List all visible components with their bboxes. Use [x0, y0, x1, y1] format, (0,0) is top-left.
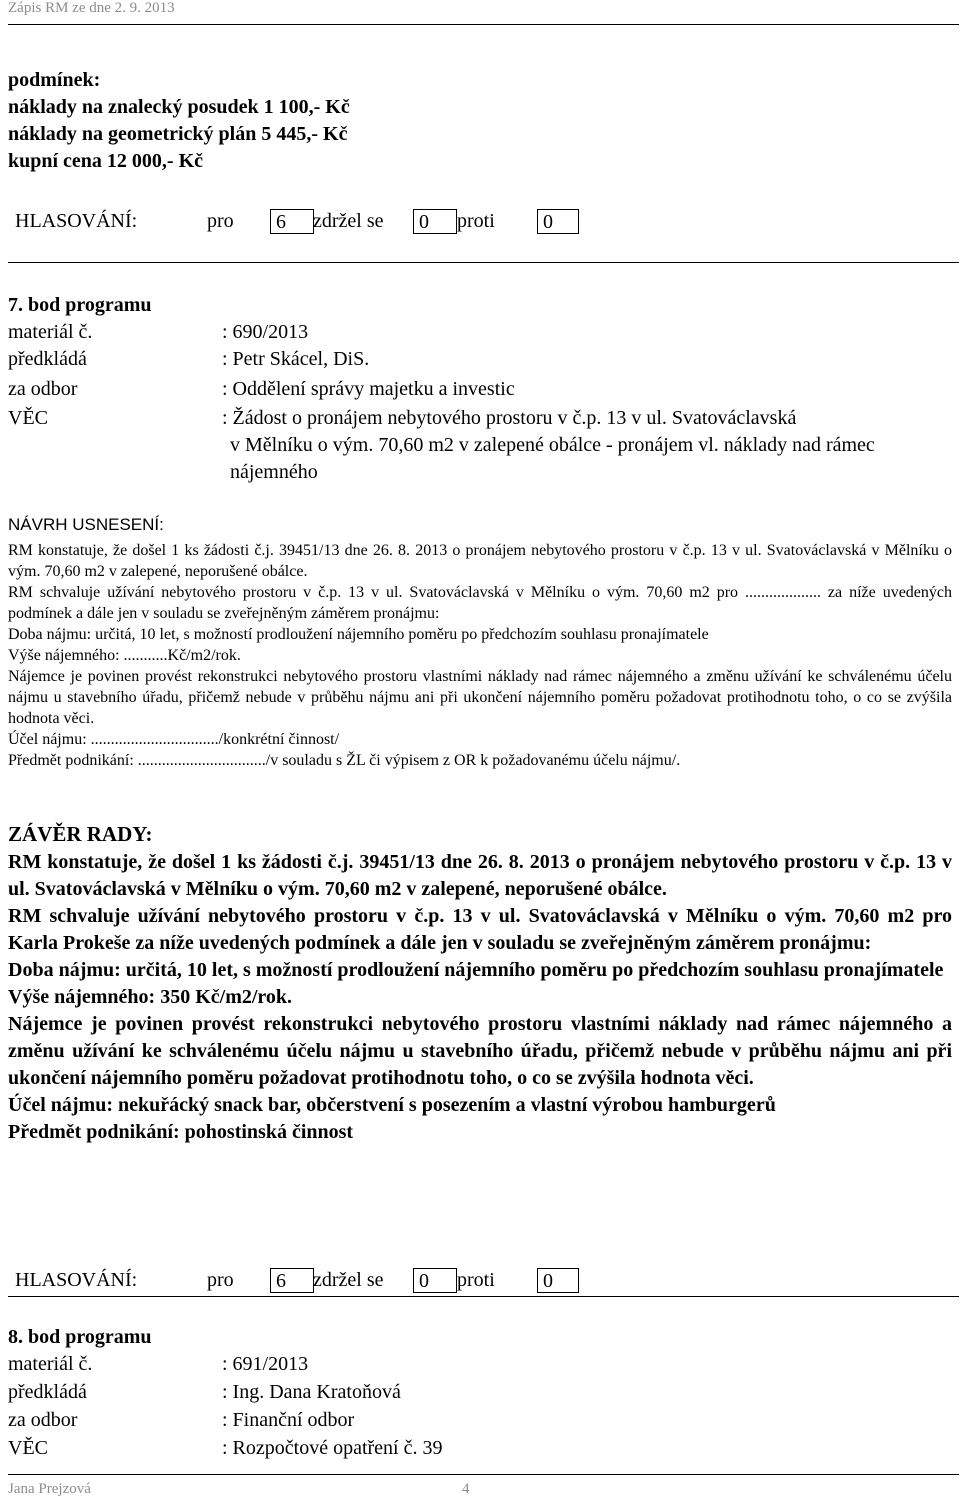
- vote-against-label: proti: [457, 1269, 495, 1291]
- conclusion-paragraph-1: RM konstatuje, že došel 1 ks žádosti č.j. 39451/13 dne 26. 8. 2013 o pronájem nebytového prostoru v č.p. 13 v ul. Svatováclavská v Mělníku o vým. 70,60 m2 v zalepené, neporušené obálce.: [8, 851, 952, 900]
- conclusion-rent: Výše nájemného: 350 Kč/m2/rok.: [8, 986, 293, 1008]
- conditions-block: [8, 67, 948, 175]
- material-label: materiál č.: [8, 321, 93, 343]
- proposal-paragraph-5: Nájemce je povinen provést rekonstrukci nebytového prostoru vlastními náklady nad rámec nájemného a změnu užívání ke schválenému účelu nájmu u stavebního úřadu, přičemž nebude v průběhu nájmu ani při ukončení nájemního poměru požadovat protihodnotu toho, o co se zvýšila hodnota věci.: [8, 668, 952, 727]
- presenter-label: předkládá: [8, 348, 87, 370]
- vote-against-count: 0: [537, 1268, 579, 1293]
- proposal-paragraph-1: RM konstatuje, že došel 1 ks žádosti č.j. 39451/13 dne 26. 8. 2013 o pronájem nebytového prostoru v č.p. 13 v ul. Svatováclavská v Mělníku o vým. 70,60 m2 v zalepené, neporušené obálce.: [8, 542, 952, 580]
- material-value: : 690/2013: [222, 321, 309, 343]
- conclusion-paragraph-2: RM schvaluje užívání nebytového prostoru v č.p. 13 v ul. Svatováclavská v Mělníku o vým. 70,60 m2 pro Karla Prokeše za níže uvedených podmínek a dále jen v souladu se zveřejněným záměrem pronájmu:: [8, 905, 952, 954]
- conclusion-business: Předmět podnikání: pohostinská činnost: [8, 1121, 354, 1143]
- department-label: za odbor: [8, 378, 78, 400]
- presenter-label: předkládá: [8, 1381, 87, 1403]
- vote-label: HLASOVÁNÍ:: [15, 1269, 138, 1291]
- subject-value: : Žádost o pronájem nebytového prostoru v č.p. 13 v ul. Svatováclavská: [222, 407, 797, 429]
- section-rule: [8, 1296, 959, 1297]
- proposal-heading: NÁVRH USNESENÍ:: [8, 515, 164, 534]
- department-value: : Finanční odbor: [222, 1409, 355, 1431]
- conditions-label: podmínek:: [8, 69, 101, 91]
- proposal-business: Předmět podnikání: ................................/v souladu s ŽL či výpisem z OR k požadovanému účelu nájmu/.: [8, 752, 681, 769]
- subject-label: VĚC: [8, 1437, 48, 1459]
- proposal-text: [8, 540, 952, 771]
- vote-pro-count: 6: [270, 1268, 314, 1293]
- material-label: materiál č.: [8, 1353, 93, 1375]
- footer-page-number: 4: [462, 1481, 470, 1497]
- conclusion-lease-term: Doba nájmu: určitá, 10 let, s možností prodloužení nájemního poměru po předchozím souhlasu pronajímatele: [8, 959, 944, 981]
- appraisal-cost: náklady na znalecký posudek 1 100,- Kč: [8, 96, 350, 118]
- document-header-title: Zápis RM ze dne 2. 9. 2013: [8, 0, 175, 16]
- footer-rule: [8, 1474, 959, 1475]
- department-value: : Oddělení správy majetku a investic: [222, 378, 515, 400]
- proposal-rent: Výše nájemného: ...........Kč/m2/rok.: [8, 647, 241, 664]
- item8-heading: 8. bod programu: [8, 1326, 152, 1348]
- conclusion-heading: ZÁVĚR RADY:: [8, 822, 153, 846]
- subject-continuation: v Mělníku o vým. 70,60 m2 v zalepené obálce - pronájem vl. náklady nad rámec nájemného: [230, 434, 875, 483]
- vote-against-label: proti: [457, 210, 495, 232]
- material-value: : 691/2013: [222, 1353, 309, 1375]
- conclusion-paragraph-5: Nájemce je povinen provést rekonstrukci nebytového prostoru vlastními náklady nad rámec nájemného a změnu užívání ke schválenému účelu nájmu u stavebního úřadu, přičemž nebude v průběhu nájmu ani při ukončení nájemního poměru požadovat protihodnotu toho, o co se zvýšila hodnota věci.: [8, 1013, 952, 1089]
- conclusion-text: [8, 849, 952, 1146]
- item7-heading: 7. bod programu: [8, 294, 152, 316]
- vote-abstain-label: zdržel se: [313, 1269, 384, 1291]
- vote-abstain-label: zdržel se: [313, 210, 384, 232]
- proposal-purpose: Účel nájmu: ................................/konkrétní činnost/: [8, 731, 340, 748]
- vote-against-count: 0: [537, 209, 579, 234]
- subject-value: : Rozpočtové opatření č. 39: [222, 1437, 443, 1459]
- proposal-paragraph-2: RM schvaluje užívání nebytového prostoru v č.p. 13 v ul. Svatováclavská v Mělníku o vým. 70,60 m2 pro ................... za níže uvedených podmínek a dále jen v souladu se zveřejněným záměrem pronájmu:: [8, 584, 952, 622]
- vote-pro-count: 6: [270, 209, 314, 234]
- footer-author: Jana Prejzová: [8, 1481, 91, 1497]
- department-label: za odbor: [8, 1409, 78, 1431]
- section-rule: [8, 262, 959, 263]
- purchase-price: kupní cena 12 000,- Kč: [8, 150, 204, 172]
- subject-label: VĚC: [8, 407, 48, 429]
- vote-pro-label: pro: [207, 210, 234, 232]
- conclusion-purpose: Účel nájmu: nekuřácký snack bar, občerstvení s posezením a vlastní výrobou hamburgerů: [8, 1094, 776, 1116]
- vote-pro-label: pro: [207, 1269, 234, 1291]
- header-rule: [8, 24, 959, 25]
- vote-label: HLASOVÁNÍ:: [15, 210, 138, 232]
- presenter-value: : Petr Skácel, DiS.: [222, 348, 370, 370]
- vote-abstain-count: 0: [413, 209, 457, 234]
- vote-abstain-count: 0: [413, 1268, 457, 1293]
- geometric-plan-cost: náklady na geometrický plán 5 445,- Kč: [8, 123, 348, 145]
- presenter-value: : Ing. Dana Kratoňová: [222, 1381, 401, 1403]
- proposal-lease-term: Doba nájmu: určitá, 10 let, s možností prodloužení nájemního poměru po předchozím souhlasu pronajímatele: [8, 626, 709, 643]
